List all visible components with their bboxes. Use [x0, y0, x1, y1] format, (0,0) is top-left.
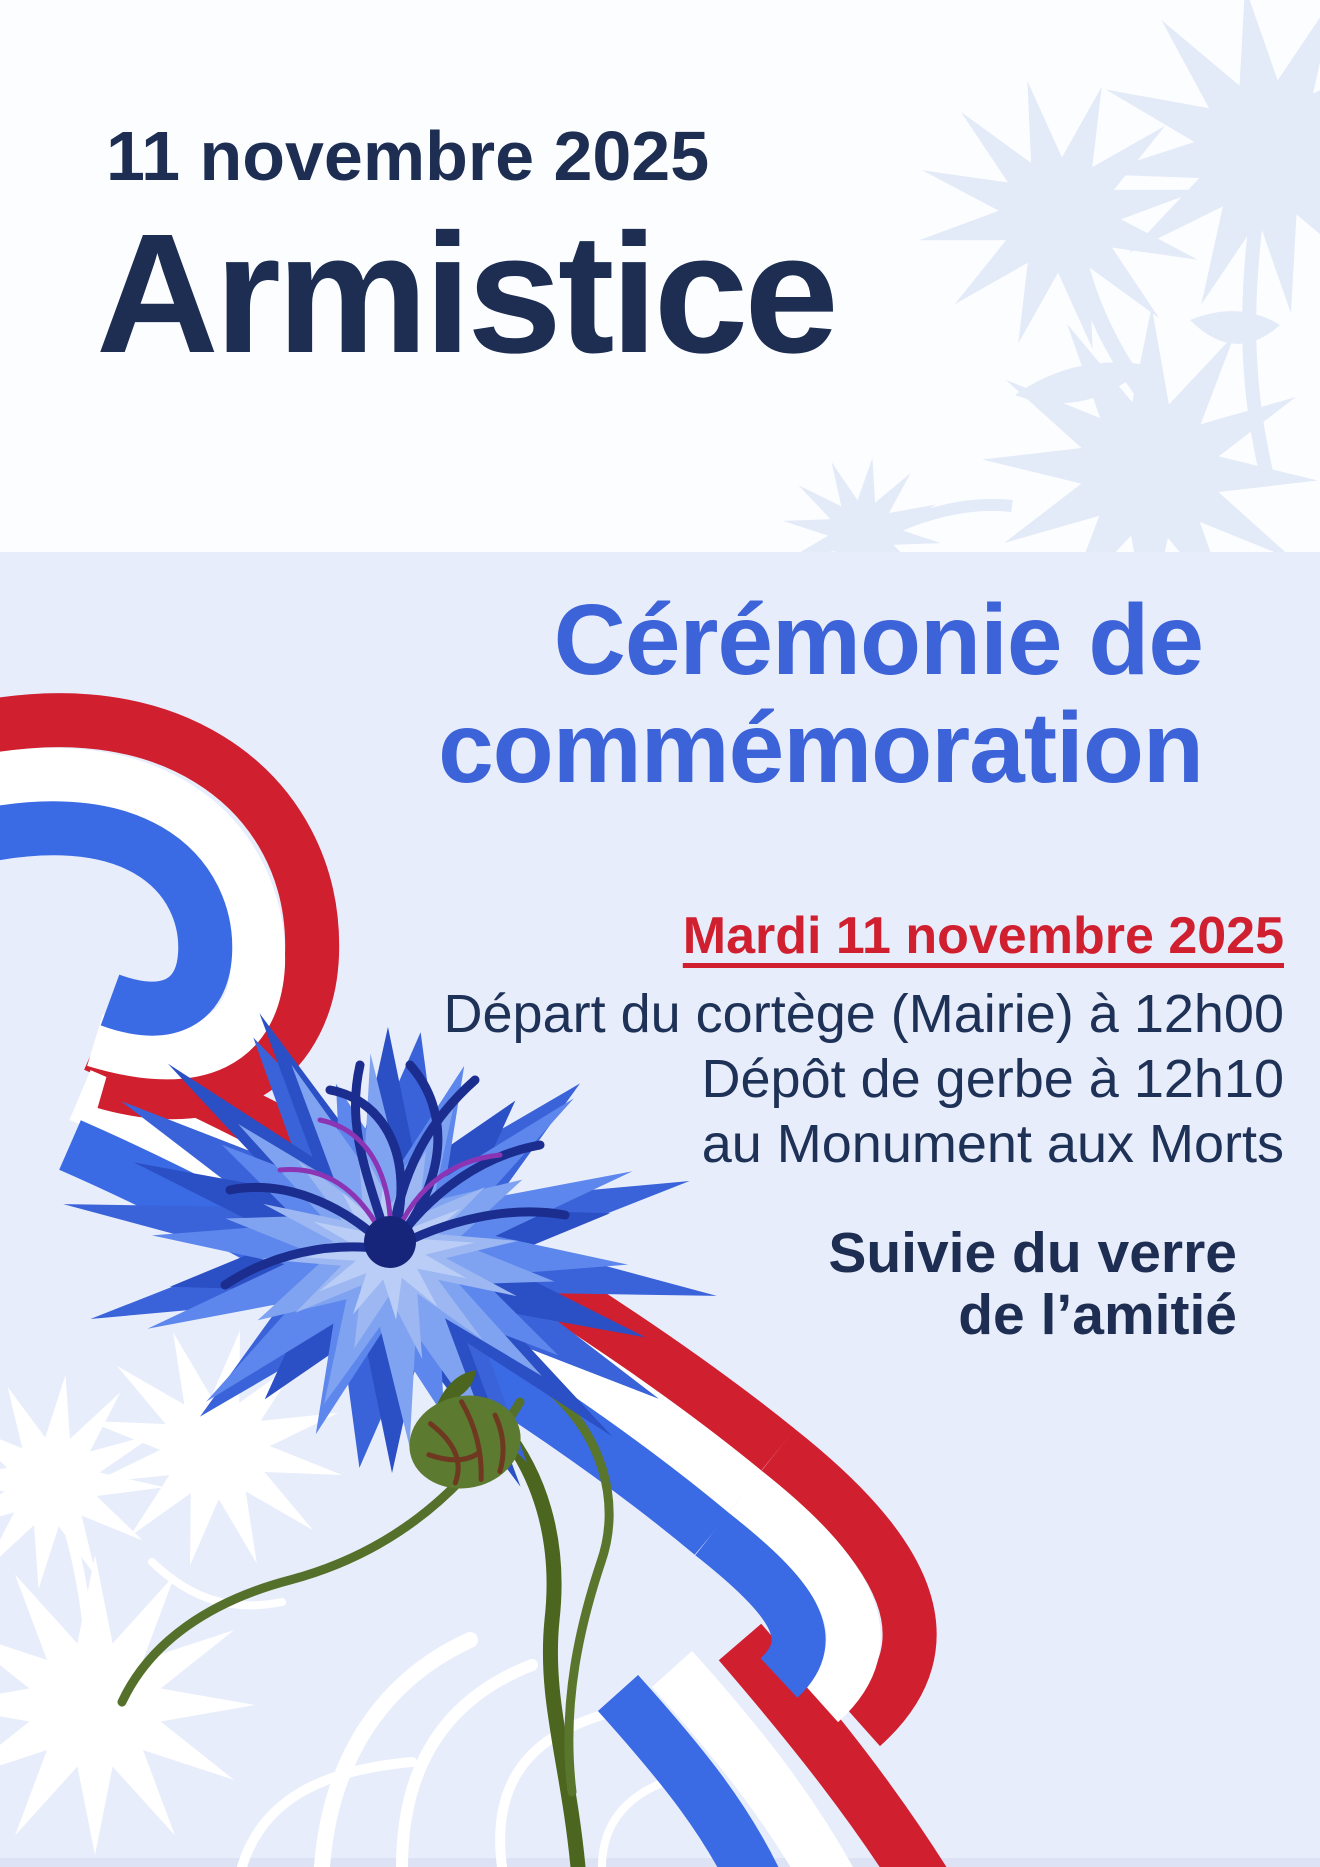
page-title: Armistice [96, 199, 835, 389]
schedule-line: au Monument aux Morts [701, 1114, 1284, 1174]
schedule-block [444, 906, 1284, 1177]
schedule-date: Mardi 11 novembre 2025 [682, 907, 1284, 965]
date-kicker: 11 novembre 2025 [106, 117, 710, 195]
closing-line2: de l’amitié [958, 1283, 1237, 1347]
closing-line1: Suivie du verre [828, 1221, 1237, 1285]
event-heading-line1: Cérémonie de [553, 584, 1203, 696]
schedule-line: Départ du cortège (Mairie) à 12h00 [443, 984, 1284, 1044]
closing-note [828, 1222, 1237, 1346]
ribbon-left-arc-segment [0, 720, 312, 1092]
event-heading [438, 586, 1203, 802]
schedule-line: Dépôt de gerbe à 12h10 [701, 1049, 1284, 1109]
event-heading-line2: commémoration [438, 692, 1203, 804]
